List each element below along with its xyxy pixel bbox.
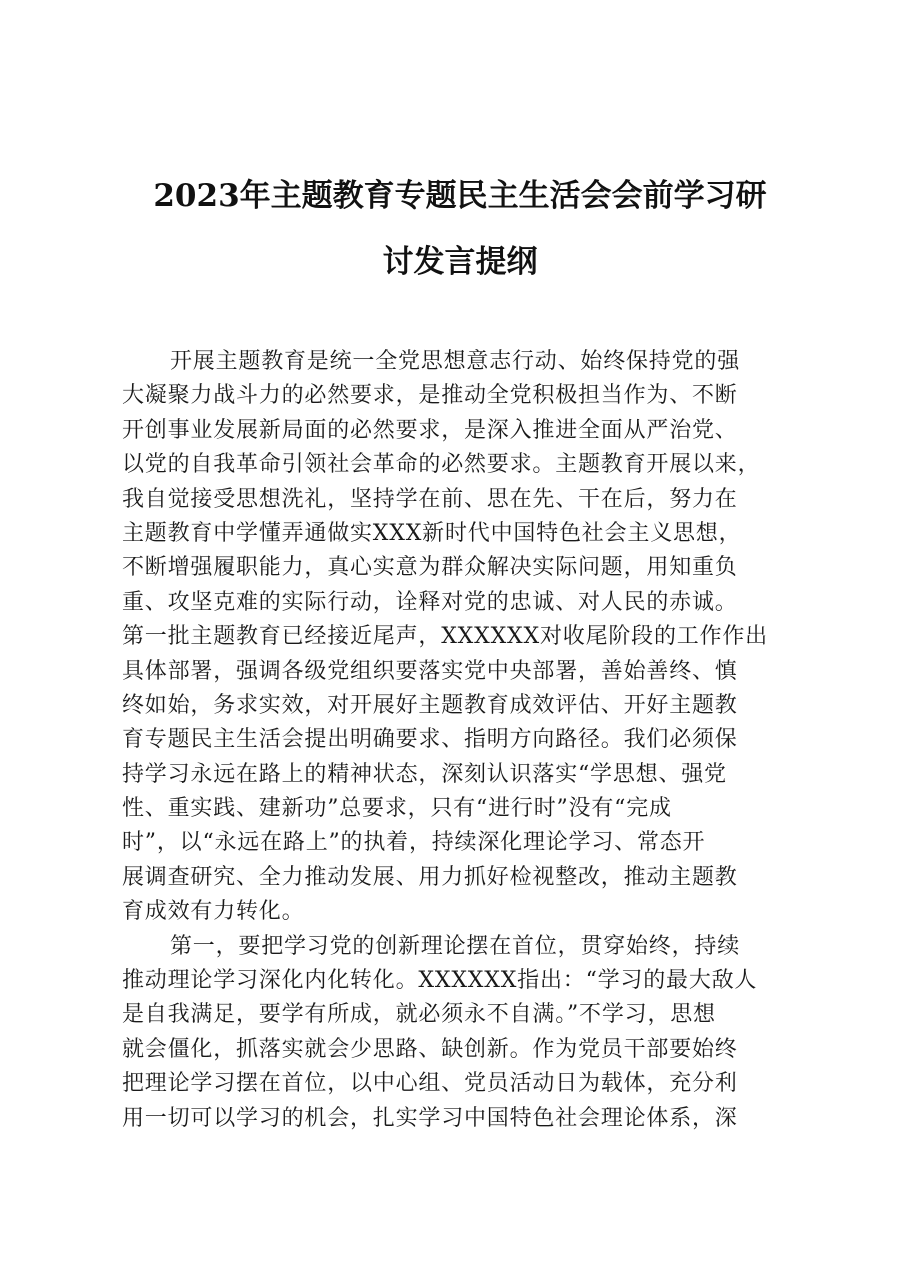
paragraph-line: 持学习永远在路上的精神状态，深刻认识落实“学思想、强党 bbox=[122, 761, 727, 787]
paragraph-line: 展调查研究、全力推动发展、用力抓好检视整改，推动主题教 bbox=[122, 864, 738, 890]
paragraph-line: 终如始，务求实效，对开展好主题教育成效评估、开好主题教 bbox=[122, 692, 738, 718]
paragraph-line: 大凝聚力战斗力的必然要求，是推动全党积极担当作为、不断 bbox=[122, 383, 738, 409]
document-title-line-1: 2023年主题教育专题民主生活会会前学习研 bbox=[153, 178, 767, 214]
paragraph-line: 以党的自我革命引领社会革命的必然要求。主题教育开展以来， bbox=[122, 452, 761, 478]
paragraph-line: 就会僵化，抓落实就会少思路、缺创新。作为党员干部要始终 bbox=[122, 1036, 738, 1062]
paragraph-line: 第一批主题教育已经接近尾声，XXXXXX对收尾阶段的工作作出 bbox=[122, 624, 768, 650]
paragraph-line: 主题教育中学懂弄通做实XXX新时代中国特色社会主义思想， bbox=[122, 520, 742, 546]
paragraph-line: 把理论学习摆在首位，以中心组、党员活动日为载体，充分利 bbox=[122, 1071, 738, 1097]
paragraph-line: 开展主题教育是统一全党思想意志行动、始终保持党的强 bbox=[170, 349, 741, 374]
document-title-line-2: 讨发言提纲 bbox=[382, 244, 538, 280]
paragraph-line: 推动理论学习深化内化转化。XXXXXX指出：“学习的最大敌人 bbox=[122, 968, 758, 994]
paragraph-line: 育成效有力转化。 bbox=[122, 899, 305, 925]
paragraph-line: 时”，以“永远在路上”的执着，持续深化理论学习、常态开 bbox=[122, 830, 706, 856]
paragraph-line: 第一，要把学习党的创新理论摆在首位，贯穿始终，持续 bbox=[170, 933, 741, 959]
paragraph-line: 是自我满足，要学有所成，就必须永不自满。”不学习，思想 bbox=[122, 1002, 716, 1028]
paragraph-line: 重、攻坚克难的实际行动，诠释对党的忠诚、对人民的赤诚。 bbox=[122, 589, 738, 615]
paragraph-line: 育专题民主生活会提出明确要求、指明方向路径。我们必须保 bbox=[122, 727, 738, 753]
document-body bbox=[122, 345, 812, 1136]
paragraph-line: 用一切可以学习的机会，扎实学习中国特色社会理论体系，深 bbox=[122, 1105, 738, 1131]
paragraph-line: 我自觉接受思想洗礼，坚持学在前、思在先、干在后，努力在 bbox=[122, 486, 738, 512]
paragraph-line: 不断增强履职能力，真心实意为群众解决实际问题，用知重负 bbox=[122, 555, 738, 581]
paragraph-line: 性、重实践、建新功”总要求，只有“进行时”没有“完成 bbox=[122, 796, 672, 822]
paragraph-line: 具体部署，强调各级党组织要落实党中央部署，善始善终、慎 bbox=[122, 658, 738, 684]
paragraph-line: 开创事业发展新局面的必然要求，是深入推进全面从严治党、 bbox=[122, 417, 738, 443]
